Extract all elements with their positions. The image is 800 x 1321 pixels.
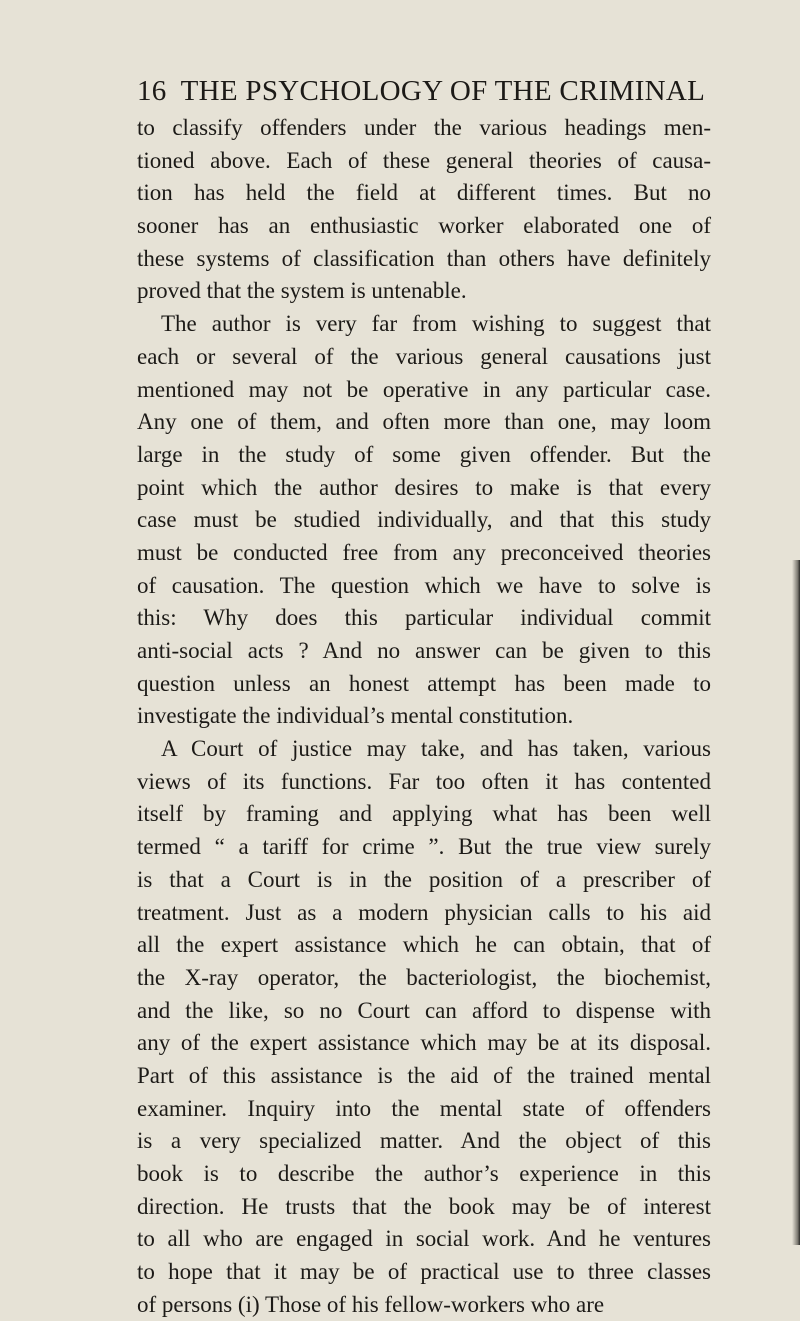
text-line: to hope that it may be of practical use to three classes — [137, 1259, 711, 1285]
text-line: to all who are engaged in social work. And he ventures — [137, 1226, 711, 1252]
text-line: is a very specialized matter. And the object of this — [137, 1128, 711, 1154]
text-line: examiner. Inquiry into the mental state of offenders — [137, 1095, 711, 1121]
text-line: these systems of classification than others have definitely — [137, 245, 711, 271]
text-line: large in the study of some given offender. But the — [137, 441, 711, 467]
text-line: Any one of them, and often more than one, may loom — [137, 409, 711, 435]
text-line: anti-social acts ? And no answer can be given to this — [137, 638, 711, 663]
text-line: A Court of justice may take, and has taken, various — [161, 736, 711, 762]
text-line: each or several of the various general causations just — [137, 343, 711, 369]
text-line: Part of this assistance is the aid of the trained mental — [137, 1062, 711, 1088]
text-line: investigate the individual’s mental constitution. — [137, 703, 574, 729]
text-line: views of its functions. Far too often it has contented — [137, 768, 711, 794]
text-line: any of the expert assistance which may be at its disposal. — [137, 1030, 711, 1056]
text-line: must be conducted free from any preconceived theories — [137, 539, 711, 565]
page-edge-shadow — [792, 560, 800, 1245]
text-line: question unless an honest attempt has been made to — [137, 670, 711, 696]
text-line: to classify offenders under the various headings men- — [137, 115, 711, 140]
text-line: and the like, so no Court can afford to dispense with — [137, 997, 711, 1023]
text-line: is that a Court is in the position of a prescriber of — [137, 866, 711, 892]
text-line: all the expert assistance which he can obtain, that of — [137, 932, 711, 958]
running-title: THE PSYCHOLOGY OF THE CRIMINAL — [180, 75, 706, 107]
text-line: proved that the system is untenable. — [137, 278, 467, 304]
page-number: 16 — [137, 75, 167, 107]
text-line: case must be studied individually, and that this study — [137, 507, 711, 533]
text-line: the X-ray operator, the bacteriologist, the biochemist, — [137, 964, 711, 990]
text-line: of causation. The question which we have to solve is — [137, 572, 711, 598]
body-text — [137, 112, 711, 1321]
text-line: tion has held the field at different times. But no — [137, 180, 711, 206]
text-line: sooner has an enthusiastic worker elaborated one of — [137, 213, 711, 239]
text-line: book is to describe the author’s experience in this — [137, 1161, 711, 1186]
text-line: point which the author desires to make is that every — [137, 474, 711, 500]
text-line: tioned above. Each of these general theories of causa- — [137, 147, 711, 173]
text-line: The author is very far from wishing to suggest that — [161, 311, 711, 337]
text-line: of persons (i) Those of his fellow-workers who are — [137, 1291, 605, 1317]
text-line: termed “ a tariff for crime ”. But the true view surely — [137, 834, 711, 860]
text-line: direction. He trusts that the book may be of interest — [137, 1193, 711, 1219]
text-line: itself by framing and applying what has been well — [137, 801, 711, 827]
text-line: this: Why does this particular individual commit — [137, 605, 711, 631]
text-line: mentioned may not be operative in any particular case. — [137, 376, 711, 402]
text-line: treatment. Just as a modern physician calls to his aid — [137, 899, 711, 925]
running-head — [137, 71, 717, 111]
